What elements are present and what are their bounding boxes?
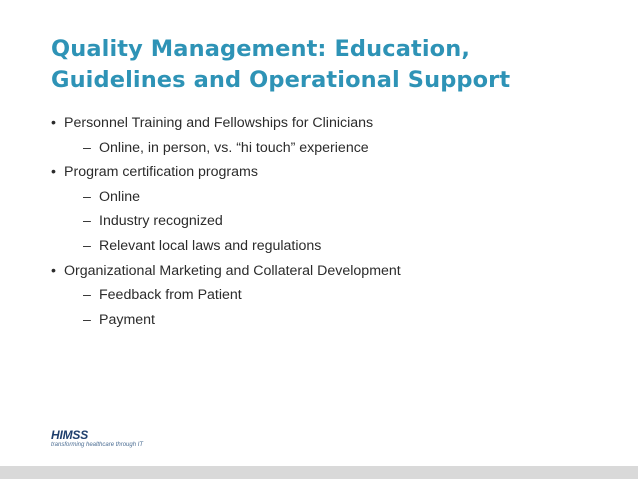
slide-title-line-2: Guidelines and Operational Support <box>51 67 511 93</box>
sub-bullet-item <box>50 283 610 308</box>
sub-bullet-text: Online <box>99 188 141 205</box>
sub-bullet-item <box>50 308 610 333</box>
bullet-item <box>50 111 610 136</box>
sub-bullet-text: Feedback from Patient <box>99 287 242 304</box>
bullet-text: Organizational Marketing and Collateral Development <box>64 262 401 279</box>
sub-bullet-marker: – <box>83 139 91 156</box>
bullet-marker: • <box>51 262 56 279</box>
sub-bullet-marker: – <box>83 188 91 205</box>
himss-logo <box>51 428 161 454</box>
sub-bullet-text: Payment <box>99 311 155 328</box>
bullet-text: Program certification programs <box>64 164 258 181</box>
sub-bullet-marker: – <box>83 237 91 254</box>
sub-bullet-item <box>50 185 610 210</box>
sub-bullet-text: Relevant local laws and regulations <box>99 237 322 254</box>
sub-bullet-item <box>50 234 610 259</box>
sub-bullet-item <box>50 209 610 234</box>
logo-tagline: transforming healthcare through IT <box>51 442 144 448</box>
bullet-list <box>50 111 610 332</box>
sub-bullet-marker: – <box>83 287 91 304</box>
bullet-item <box>50 160 610 185</box>
sub-bullet-text: Industry recognized <box>99 213 223 230</box>
sub-bullet-text: Online, in person, vs. “hi touch” experience <box>99 139 369 156</box>
slide-title <box>51 34 611 96</box>
sub-bullet-item <box>50 136 610 161</box>
bullet-marker: • <box>51 115 56 131</box>
sub-bullet-marker: – <box>83 311 91 328</box>
logo-wordmark: HIMSS <box>51 428 89 442</box>
slide-title-line-1: Quality Management: Education, <box>51 36 470 62</box>
bullet-item <box>50 259 610 284</box>
sub-bullet-marker: – <box>83 213 91 230</box>
bullet-text: Personnel Training and Fellowships for Clinicians <box>64 115 374 131</box>
footer-bar <box>0 466 638 479</box>
bullet-marker: • <box>51 164 56 181</box>
